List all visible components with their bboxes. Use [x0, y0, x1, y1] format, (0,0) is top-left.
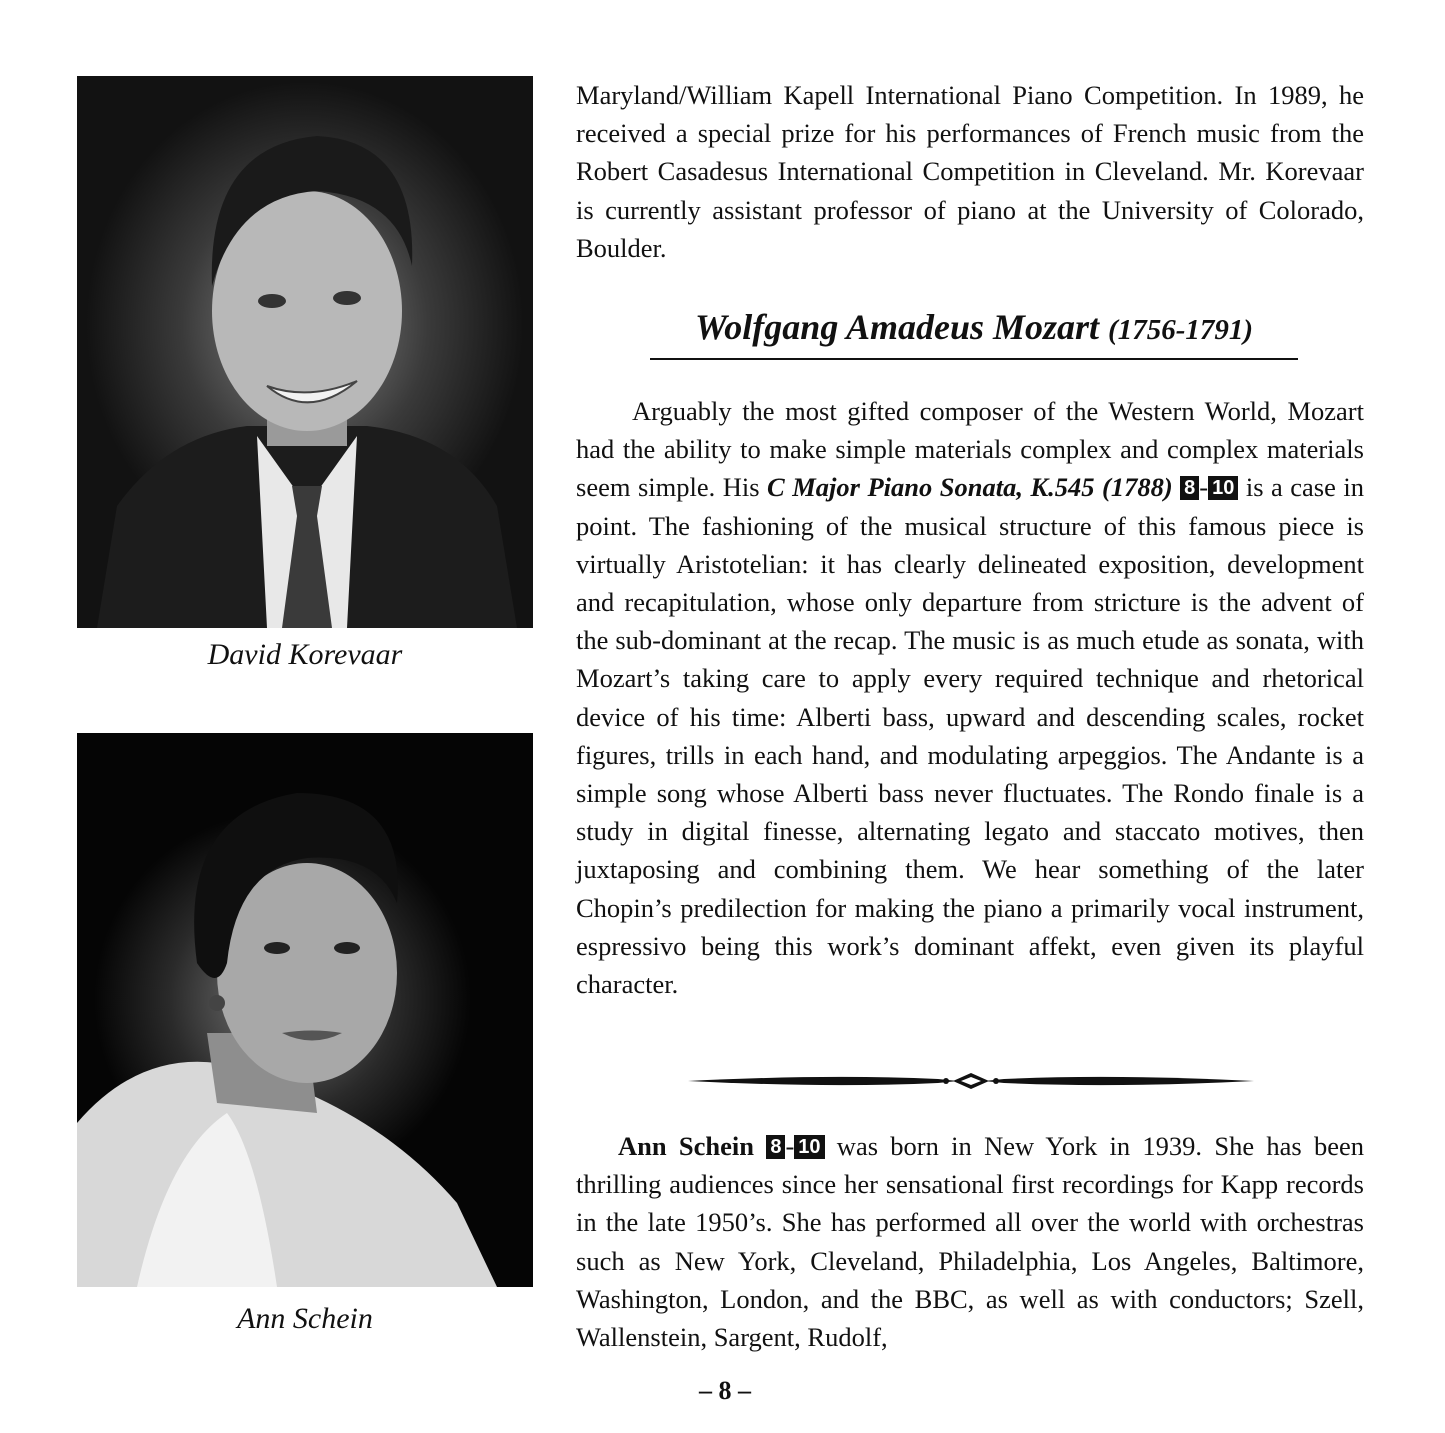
photo-caption: David Korevaar [207, 638, 403, 671]
portrait-illustration [77, 76, 533, 628]
portrait-photo-david-korevaar [77, 76, 533, 628]
photo-caption: Ann Schein [237, 1302, 373, 1335]
track-range-separator: - [1199, 472, 1209, 503]
portrait-photo-ann-schein [77, 733, 533, 1287]
portrait-illustration [77, 733, 533, 1287]
intro-paragraph: Maryland/William Kapell International Piano Competition. In 1989, he received a special prize for his performances of French music from the Robert Casadesus International Competition in Cleveland. Mr. Korevaar is currently assistant professor of piano at the University of Colorado, Boulder. [576, 80, 1364, 263]
page-number: – 8 – [699, 1376, 751, 1405]
track-number-badge: 10 [794, 1135, 824, 1159]
paragraph-text: is a case in point. The fashioning of the musical structure of this famous piece is virtually Aristotelian: it has clearly delineated exposition, development and recapitulation, whose only departure from stricture is the advent of the sub-dominant at the recap. The music is as much etude as sonata, with Mozart’s taking care to apply every required technique and rhetorical device of his time: Alberti bass, upward and descending scales, rocket figures, trills in each hand, and modulating arpeggios. The Andante is a simple song whose Alberti bass never fluctuates. The Rondo finale is a study in digital finesse, alternating legato and staccato motives, then juxtaposing and combining them. We hear something of the later Chopin’s predilection for making the piano a primarily vocal instrument, espressivo being this work’s dominant affekt, even given its playful character. [576, 472, 1364, 1000]
track-range-separator: - [785, 1131, 795, 1161]
schein-paragraph [576, 1127, 1364, 1356]
track-number-badge: 10 [1208, 476, 1238, 500]
ornamental-divider [688, 1070, 1254, 1092]
composer-dates: (1756-1791) [1108, 314, 1254, 346]
track-number-badge: 8 [1180, 476, 1199, 500]
performer-name: Ann Schein [618, 1131, 755, 1161]
track-number-badge: 8 [766, 1135, 785, 1159]
heading-underline [650, 358, 1298, 360]
composer-heading [650, 304, 1298, 353]
work-title: C Major Piano Sonata, K.545 (1788) [767, 472, 1173, 503]
paragraph-text: was born in New York in 1939. She has been thrilling audiences since her sensational first recordings for Kapp records in the late 1950’s. She has performed all over the world with orchestras such as New York, Cleveland, Philadelphia, Los Angeles, Baltimore, Washington, London, and the BBC, as well as with conductors; Szell, Wallenstein, Sargent, Rudolf, [576, 1131, 1365, 1353]
mozart-paragraph [576, 392, 1364, 1003]
composer-name: Wolfgang Amadeus Mozart [694, 307, 1100, 347]
paragraph-text: Arguably the most gifted composer of the Western World, Mozart had the ability to make simple materials complex and complex materials seem simple. His [576, 396, 1364, 503]
